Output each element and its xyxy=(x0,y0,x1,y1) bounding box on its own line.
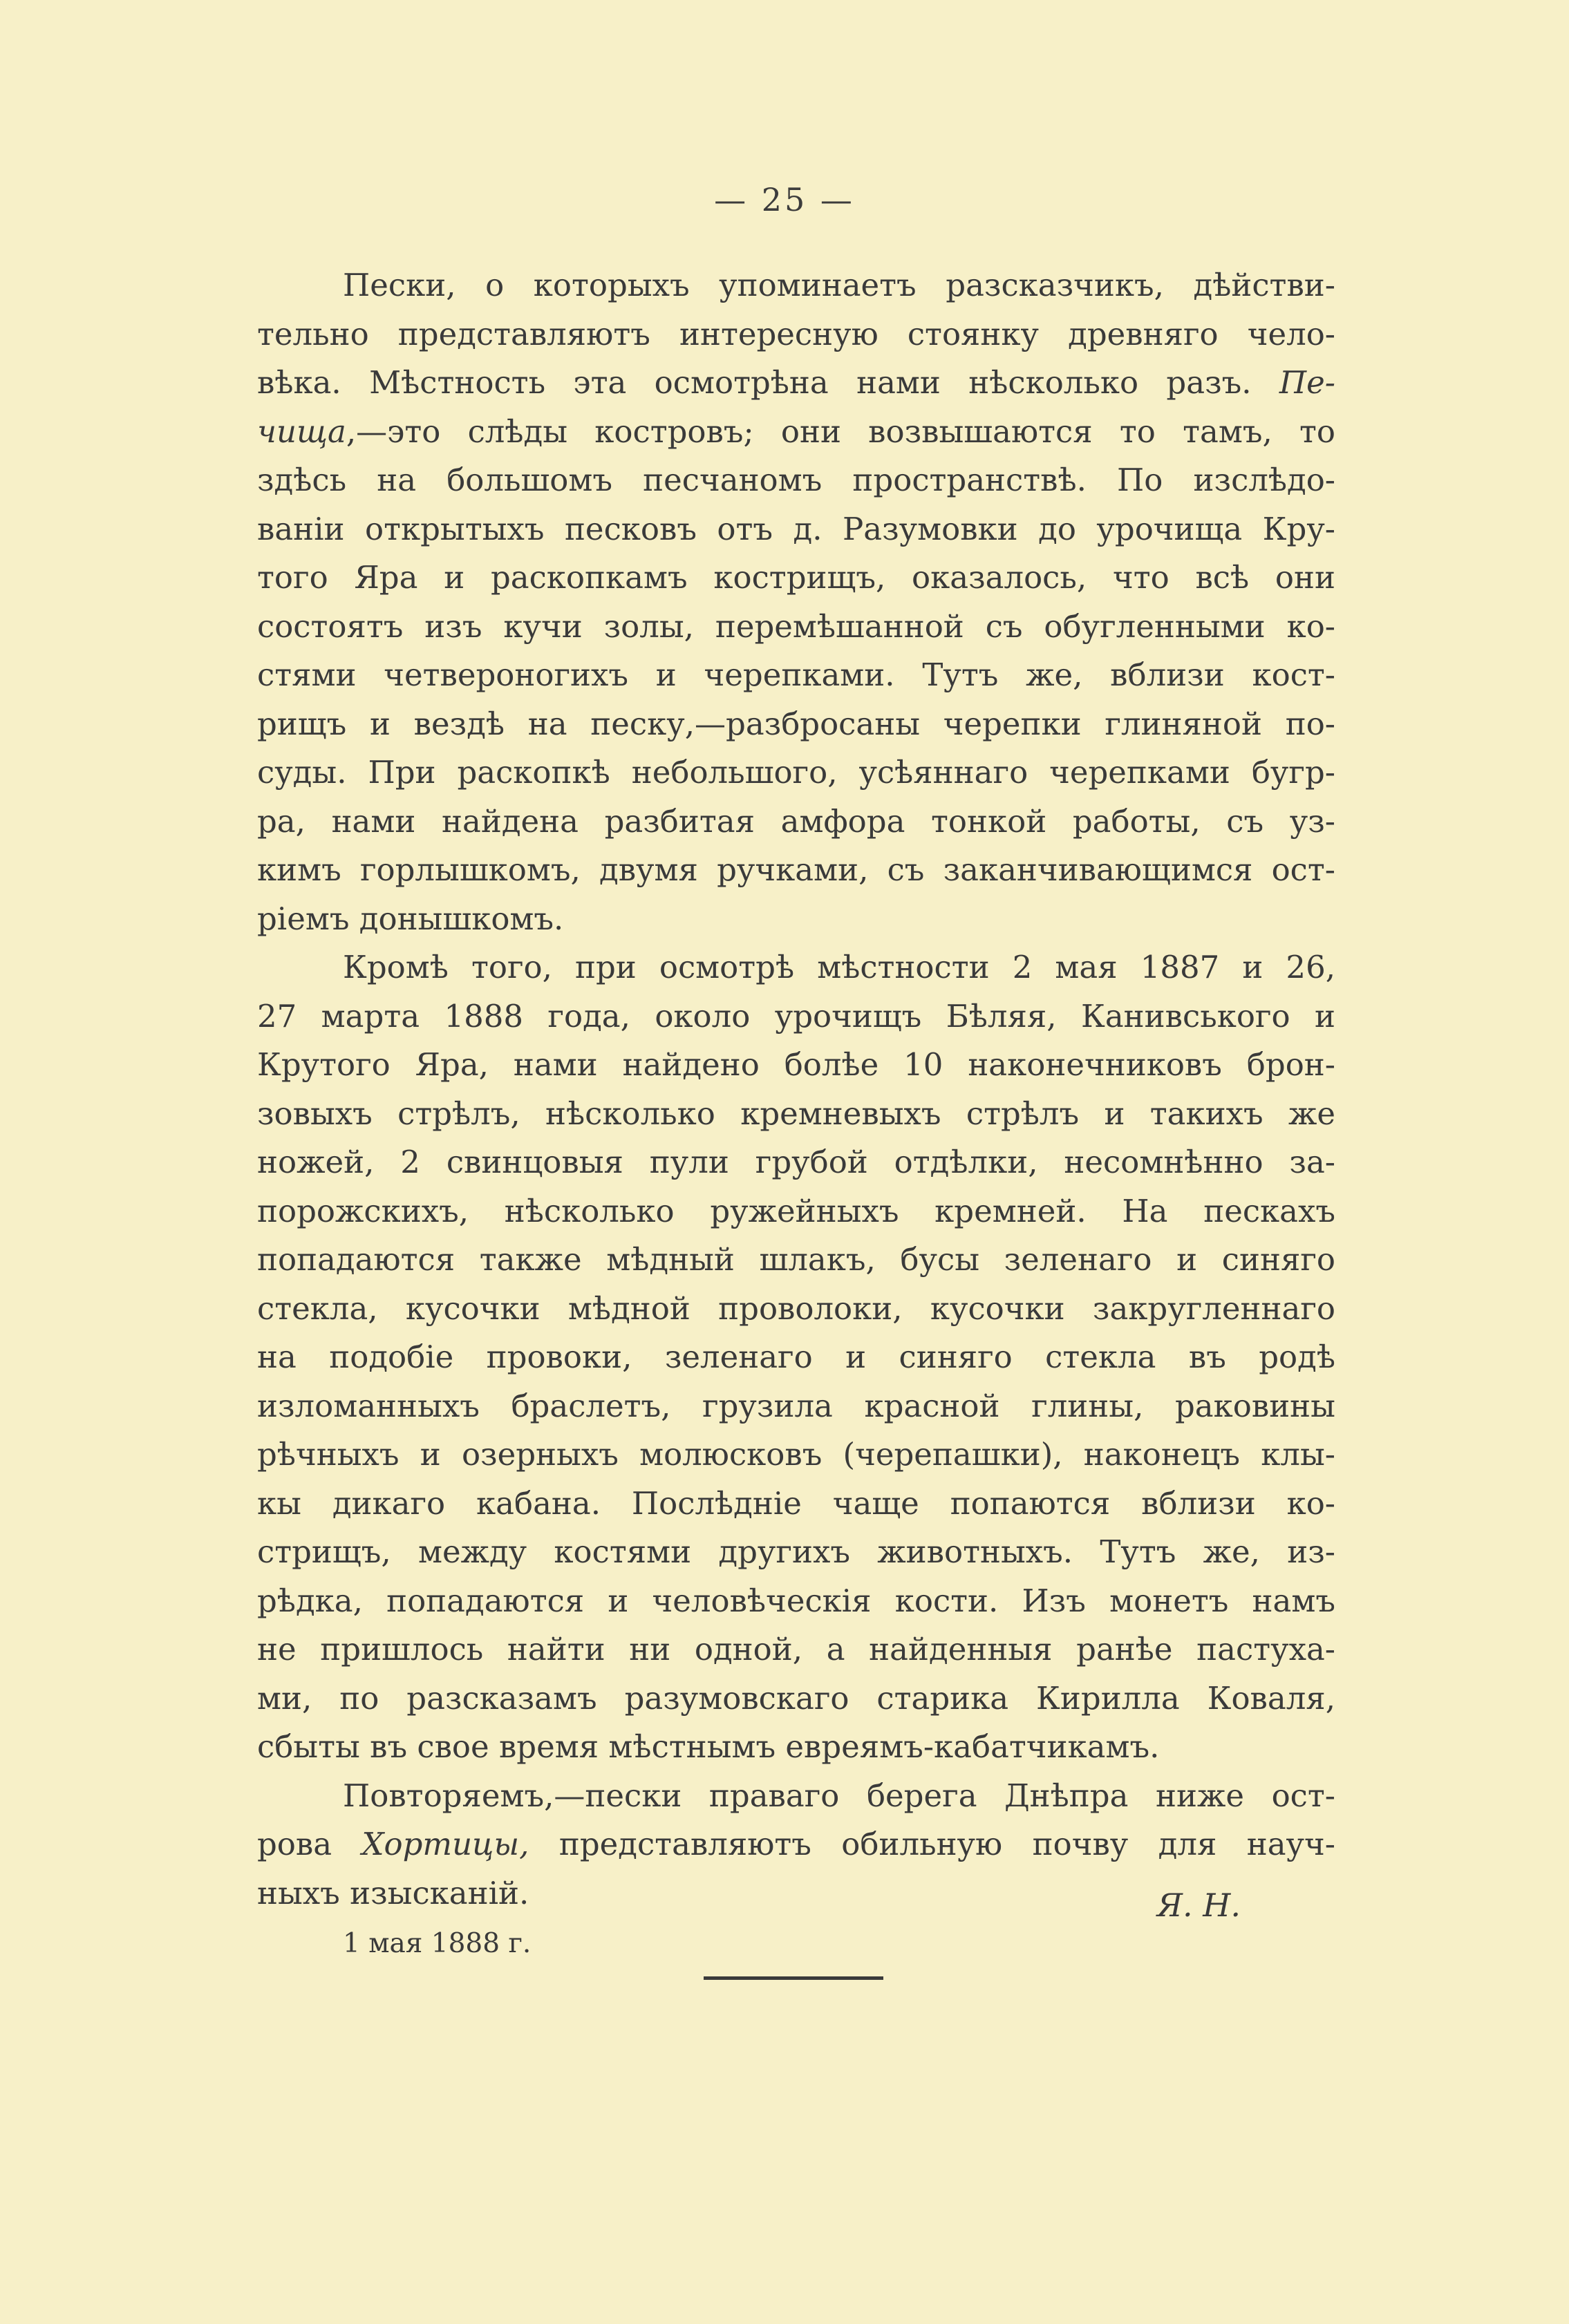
text-line: ваніи открытыхъ песковъ отъ д. Разумовки до урочища Кру- xyxy=(257,510,1335,547)
text-line: тельно представляютъ интересную стоянку древняго чело- xyxy=(257,315,1335,352)
text-line: изломанныхъ браслетъ, грузила красной глины, раковины xyxy=(257,1387,1335,1424)
text-line: ра, нами найдена разбитая амфора тонкой работы, съ уз- xyxy=(257,802,1335,840)
italic-word: Хортицы, xyxy=(361,1826,529,1862)
closing-rule xyxy=(704,1976,883,1980)
text-line: стями четвероногихъ и черепками. Тутъ же, вблизи кост- xyxy=(257,656,1335,693)
text-line: кы дикаго кабана. Послѣдніе чаще попаются вблизи ко- xyxy=(257,1484,1335,1522)
italic-word: чища xyxy=(257,413,346,450)
text-line xyxy=(257,359,1335,408)
italic-word: Пе- xyxy=(1279,364,1335,401)
text-line: здѣсь на большомъ песчаномъ пространствѣ. По изслѣдо- xyxy=(257,462,1335,498)
text-line: стрищъ, между костями другихъ животныхъ. Тутъ же, из- xyxy=(257,1533,1335,1570)
text-line: ножей, 2 свинцовыя пули грубой отдѣлки, несомнѣнно за- xyxy=(257,1144,1335,1180)
text-line: Повторяемъ,—пески праваго берега Днѣпра ниже ост- xyxy=(343,1777,1335,1814)
text-segment: вѣка. Мѣстность эта осмотрѣна нами нѣсколько разъ. xyxy=(257,364,1252,401)
author-signature: Я. Н. xyxy=(1156,1887,1241,1924)
text-line: суды. При раскопкѣ небольшого, усѣяннаго черепками бугр- xyxy=(257,754,1335,791)
text-line: зовыхъ стрѣлъ, нѣсколько кремневыхъ стрѣлъ и такихъ же xyxy=(257,1095,1335,1132)
text-segment: ,—это слѣды костровъ; они возвышаются то тамъ, то xyxy=(346,413,1335,450)
body-text xyxy=(257,261,1335,1918)
text-line: не пришлось найти ни одной, а найденныя ранѣе пастуха- xyxy=(257,1631,1335,1668)
text-line xyxy=(257,408,1335,457)
text-line: сбыты въ свое время мѣстнымъ евреямъ-кабатчикамъ. xyxy=(257,1728,1160,1765)
text-line: попадаются также мѣдный шлакъ, бусы зеленаго и синяго xyxy=(257,1241,1335,1278)
text-line: порожскихъ, нѣсколько ружейныхъ кремней. На пескахъ xyxy=(257,1192,1335,1229)
text-line: рѣчныхъ и озерныхъ молюсковъ (черепашки), наконецъ клы- xyxy=(257,1436,1335,1473)
text-line: того Яра и раскопкамъ кострищъ, оказалось, что всѣ они xyxy=(257,559,1335,596)
text-line: рѣдка, попадаются и человѣческія кости. Изъ монетъ намъ xyxy=(257,1582,1335,1619)
text-line: Крутого Яра, нами найдено болѣе 10 наконечниковъ брон- xyxy=(257,1046,1335,1083)
text-line: ныхъ изысканій. xyxy=(257,1874,529,1911)
text-line: ріемъ донышкомъ. xyxy=(257,900,564,937)
page-number: — 25 — xyxy=(714,181,855,218)
text-line: на подобіе провоки, зеленаго и синяго стекла въ родѣ xyxy=(257,1339,1335,1375)
text-segment: рова xyxy=(257,1826,332,1862)
text-line: ми, по разсказамъ разумовскаго старика Кирилла Коваля, xyxy=(257,1679,1335,1717)
text-line: 27 марта 1888 года, около урочищъ Бѣляя, Канивського и xyxy=(257,997,1335,1035)
text-line: стекла, кусочки мѣдной проволоки, кусочки закругленнаго xyxy=(257,1289,1335,1327)
text-line: Кромѣ того, при осмотрѣ мѣстности 2 мая 1887 и 26, xyxy=(343,949,1335,985)
date-note: 1 мая 1888 г. xyxy=(343,1928,532,1959)
text-line: рищъ и вездѣ на песку,—разбросаны черепки глиняной по- xyxy=(257,705,1335,742)
text-line: состоятъ изъ кучи золы, перемѣшанной съ обугленными ко- xyxy=(257,607,1335,645)
text-line xyxy=(257,1820,1335,1869)
text-line: кимъ горлышкомъ, двумя ручками, съ заканчивающимся ост- xyxy=(257,851,1335,888)
text-line: Пески, о которыхъ упоминаетъ разсказчикъ, дѣйстви- xyxy=(343,267,1335,303)
text-segment: представляютъ обильную почву для науч- xyxy=(558,1826,1335,1862)
